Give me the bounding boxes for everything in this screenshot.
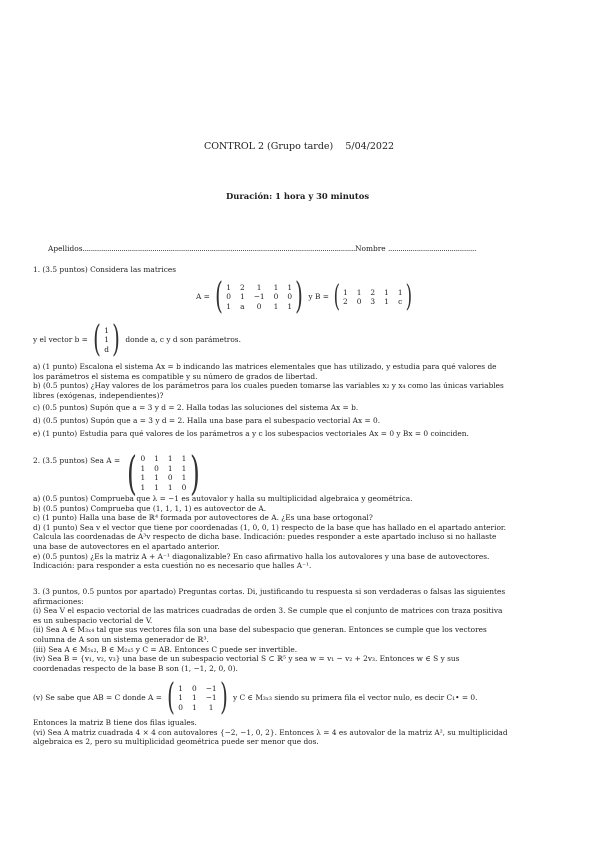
matrix-entry: 0	[178, 702, 183, 712]
matrix-entry: 1	[240, 292, 245, 302]
matrix-entry: 1	[104, 335, 109, 345]
vector-pre: y el vector b =	[33, 335, 88, 344]
name-line	[48, 244, 476, 254]
q3-line: columna de A son un sistema generador de ℝ³.	[33, 634, 209, 644]
matrix-entry: 0	[256, 301, 262, 311]
duration-text: Duración: 1 hora y 30 minutos	[226, 191, 370, 201]
matrix-entry: 1	[104, 325, 109, 335]
q1-line: libres (exógenas, independientes)?	[33, 390, 164, 400]
q2-intro: 2. (3.5 puntos) Sea A =	[33, 456, 121, 465]
matrix-entry: 0	[167, 473, 173, 482]
matrix-entry: 1	[343, 287, 348, 297]
matrix-B-grid	[343, 288, 403, 307]
matrix-entry: 1	[154, 482, 159, 492]
matrix-entry: 0	[192, 683, 197, 693]
q2-line: a) (0.5 puntos) Comprueba que λ = −1 es autovalor y halla su multiplicidad algebraica y geométrica.	[33, 494, 413, 503]
matrix-A3-grid	[178, 684, 216, 713]
title-text: CONTROL 2 (Grupo tarde)	[204, 141, 334, 152]
matrix-entry: 1	[356, 287, 362, 297]
matrix-entry: 1	[178, 683, 183, 693]
q1-line: d) (0.5 puntos) Supón que a = 3 y d = 2. Halla una base para el subespacio vectorial Ax = 0.	[33, 415, 381, 425]
matrix-entry: 0	[273, 292, 279, 302]
q2-line: Calcula las coordenadas de A³v respecto de dicha base. Indicación: puedes responder a este apartado incluso si no hallaste	[33, 532, 497, 542]
matrix-entry: 1	[181, 463, 187, 473]
matrix-entry: −1	[205, 693, 217, 703]
matrix-entry: 1	[140, 482, 146, 492]
vector-b-grid	[104, 326, 109, 355]
matrix-entry: 0	[154, 463, 159, 473]
matrix-entry: 1	[167, 482, 173, 492]
matrix-entry: 1	[192, 693, 197, 703]
matrix-entry: 1	[273, 301, 279, 311]
matrix-A-grid	[226, 283, 292, 312]
matrix-entry: 0	[226, 292, 231, 302]
q3-line: afirmaciones:	[33, 596, 84, 606]
right-paren: )	[112, 319, 120, 360]
q2-items	[33, 494, 553, 571]
q1-line: a) (1 punto) Escalona el sistema Ax = b indicando las matrices elementales que has utilizado, y estudia para qué valores de	[33, 362, 497, 371]
left-paren: (	[215, 276, 224, 317]
matrix-entry: c	[398, 297, 403, 306]
q3-line: (ii) Sea A ∈ M₃ₓ₄ tal que sus vectores fila son una base del subespacio que generan. Entonces se cumple que los vectores	[33, 625, 487, 635]
matrix-entry: a	[240, 301, 245, 311]
matrix-entry: 1	[273, 282, 279, 292]
matrix-B	[331, 279, 414, 314]
matrix-entry: 1	[154, 473, 159, 482]
matrix-entry: 1	[226, 282, 231, 292]
q3-line: Entonces la matriz B tiene dos filas iguales.	[33, 718, 197, 727]
q3-items-b	[33, 718, 553, 747]
q1-line: b) (0.5 puntos) ¿Hay valores de los parámetros para los cuales pueden tomarse las variables x₂ y x₄ como las únicas variables	[33, 381, 504, 391]
q3-line: algebraica es 2, pero su multiplicidad geométrica puede ser menor que dos.	[33, 737, 319, 747]
date-text: 5/04/2022	[345, 141, 395, 152]
q3-item-v	[33, 677, 478, 718]
left-paren: (	[93, 319, 102, 360]
q2-line: una base de autovectores en el apartado anterior.	[33, 541, 220, 551]
matrix-entry: 1	[140, 463, 146, 473]
matrix-A-label: A =	[196, 292, 210, 301]
q3-line: coordenadas respecto de la base B son (1, −1, 2, 0, 0).	[33, 663, 238, 673]
matrix-entry: 1	[397, 287, 403, 297]
matrix-entry: 1	[167, 463, 173, 473]
q3-v-post: y C ∈ M₃ₓ₃ siendo su primera fila el vector nulo, es decir C₁• = 0.	[233, 693, 478, 702]
matrix-entry: 1	[256, 282, 262, 292]
matrix-entry: d	[104, 344, 110, 354]
matrix-A	[212, 276, 306, 317]
apellidos-dots: .....................................................................................................................................	[82, 244, 356, 253]
q2-line: c) (1 punto) Halla una base de ℝ⁴ formada por autovectores de A. ¿Es una base ortogonal?	[33, 513, 373, 523]
matrix-entry: 1	[384, 287, 389, 297]
q1-line: e) (1 punto) Estudia para qué valores de los parámetros a y c los subespacios vectoriales Ax = 0 y Bx = 0 coinciden.	[33, 428, 469, 438]
q3-line: 3. (3 puntos, 0.5 puntos por apartado) Preguntas cortas. Di, justificando tu respuesta si son verdaderas o falsas las siguientes	[33, 587, 506, 596]
matrix-B-label: y B =	[308, 292, 329, 301]
q2-line: e) (0.5 puntos) ¿Es la matriz A + A⁻¹ diagonalizable? En caso afirmativo halla los autovalores y una base de autovectores.	[33, 551, 490, 561]
matrix-entry: 2	[343, 297, 348, 306]
matrix-entry: 1	[192, 702, 197, 712]
matrix-A3	[164, 677, 230, 718]
q1-items	[33, 362, 553, 438]
matrix-entry: 1	[208, 702, 214, 712]
q2-intro-row	[33, 446, 204, 500]
matrix-entry: 1	[140, 473, 146, 482]
vector-b	[90, 319, 123, 360]
matrix-entry: 2	[240, 282, 245, 292]
matrix-entry: 1	[181, 473, 187, 482]
matrix-entry: 3	[370, 297, 376, 306]
q3-line: es un subespacio vectorial de V.	[33, 615, 153, 625]
matrix-entry: 1	[178, 693, 183, 703]
q1-intro: 1. (3.5 puntos) Considera las matrices	[33, 265, 176, 274]
nombre-dots: ...........................................	[388, 244, 477, 253]
q2-line: d) (1 punto) Sea v el vector que tiene por coordenadas (1, 0, 0, 1) respecto de la base que has hallado en el apartado anterior.	[33, 522, 506, 532]
q1-vector	[33, 319, 241, 360]
matrix-entry: 1	[287, 282, 293, 292]
matrix-A2	[123, 446, 205, 500]
apellidos-label: Apellidos	[48, 244, 83, 253]
right-paren: )	[219, 677, 228, 718]
matrix-entry: −1	[205, 683, 217, 693]
q3-line: (i) Sea V el espacio vectorial de las matrices cuadradas de orden 3. Se cumple que el conjunto de matrices con traza positiva	[33, 606, 503, 616]
q3-v-pre: (v) Se sabe que AB = C donde A =	[33, 693, 162, 702]
q3-line: (iv) Sea B = {v₁, v₂, v₃} una base de un subespacio vectorial S ⊂ ℝ⁵ y sea w = v₁ − v₂ + 2v₃. Entonces w ∈ S y sus	[33, 654, 460, 664]
matrix-entry: 1	[287, 301, 293, 311]
nombre-label: Nombre	[355, 244, 386, 253]
vector-post: donde a, c y d son parámetros.	[125, 335, 241, 344]
left-paren: (	[333, 279, 341, 314]
right-paren: )	[295, 276, 303, 317]
q1-line: c) (0.5 puntos) Supón que a = 3 y d = 2. Halla todas las soluciones del sistema Ax = b.	[33, 403, 359, 413]
matrix-entry: 1	[154, 454, 159, 463]
exam-title	[204, 142, 394, 152]
q2-line: b) (0.5 puntos) Comprueba que (1, 1, 1, 1) es autovector de A.	[33, 503, 267, 513]
matrix-entry: 2	[370, 287, 376, 297]
matrix-entry: 1	[167, 454, 173, 463]
matrix-entry: 1	[181, 454, 187, 463]
right-paren: )	[405, 279, 412, 314]
q1-line: los parámetros el sistema es compatible y su número de grados de libertad.	[33, 371, 318, 381]
right-paren: )	[190, 446, 201, 500]
matrix-entry: 1	[384, 297, 389, 306]
left-paren: (	[126, 446, 137, 500]
q2-line: Indicación: para responder a esta cuestión no es necesario que halles A⁻¹.	[33, 561, 312, 571]
q1-matrices	[196, 276, 414, 317]
matrix-entry: 0	[181, 482, 187, 492]
matrix-entry: −1	[253, 292, 265, 302]
left-paren: (	[167, 677, 176, 718]
q3-line: (iii) Sea A ∈ M₅ₓ₂, B ∈ M₂ₓ₅ y C = AB. Entonces C puede ser invertible.	[33, 644, 298, 654]
matrix-entry: 1	[226, 301, 231, 311]
matrix-A2-grid	[140, 454, 186, 492]
q3-items-a	[33, 587, 553, 673]
matrix-entry: 0	[356, 297, 362, 306]
matrix-entry: 0	[140, 454, 146, 463]
q3-line: (vi) Sea A matriz cuadrada 4 × 4 con autovalores {−2, −1, 0, 2}. Entonces λ = 4 es autovalor de la matriz A², su multiplicidad	[33, 727, 508, 737]
matrix-entry: 0	[287, 292, 293, 302]
